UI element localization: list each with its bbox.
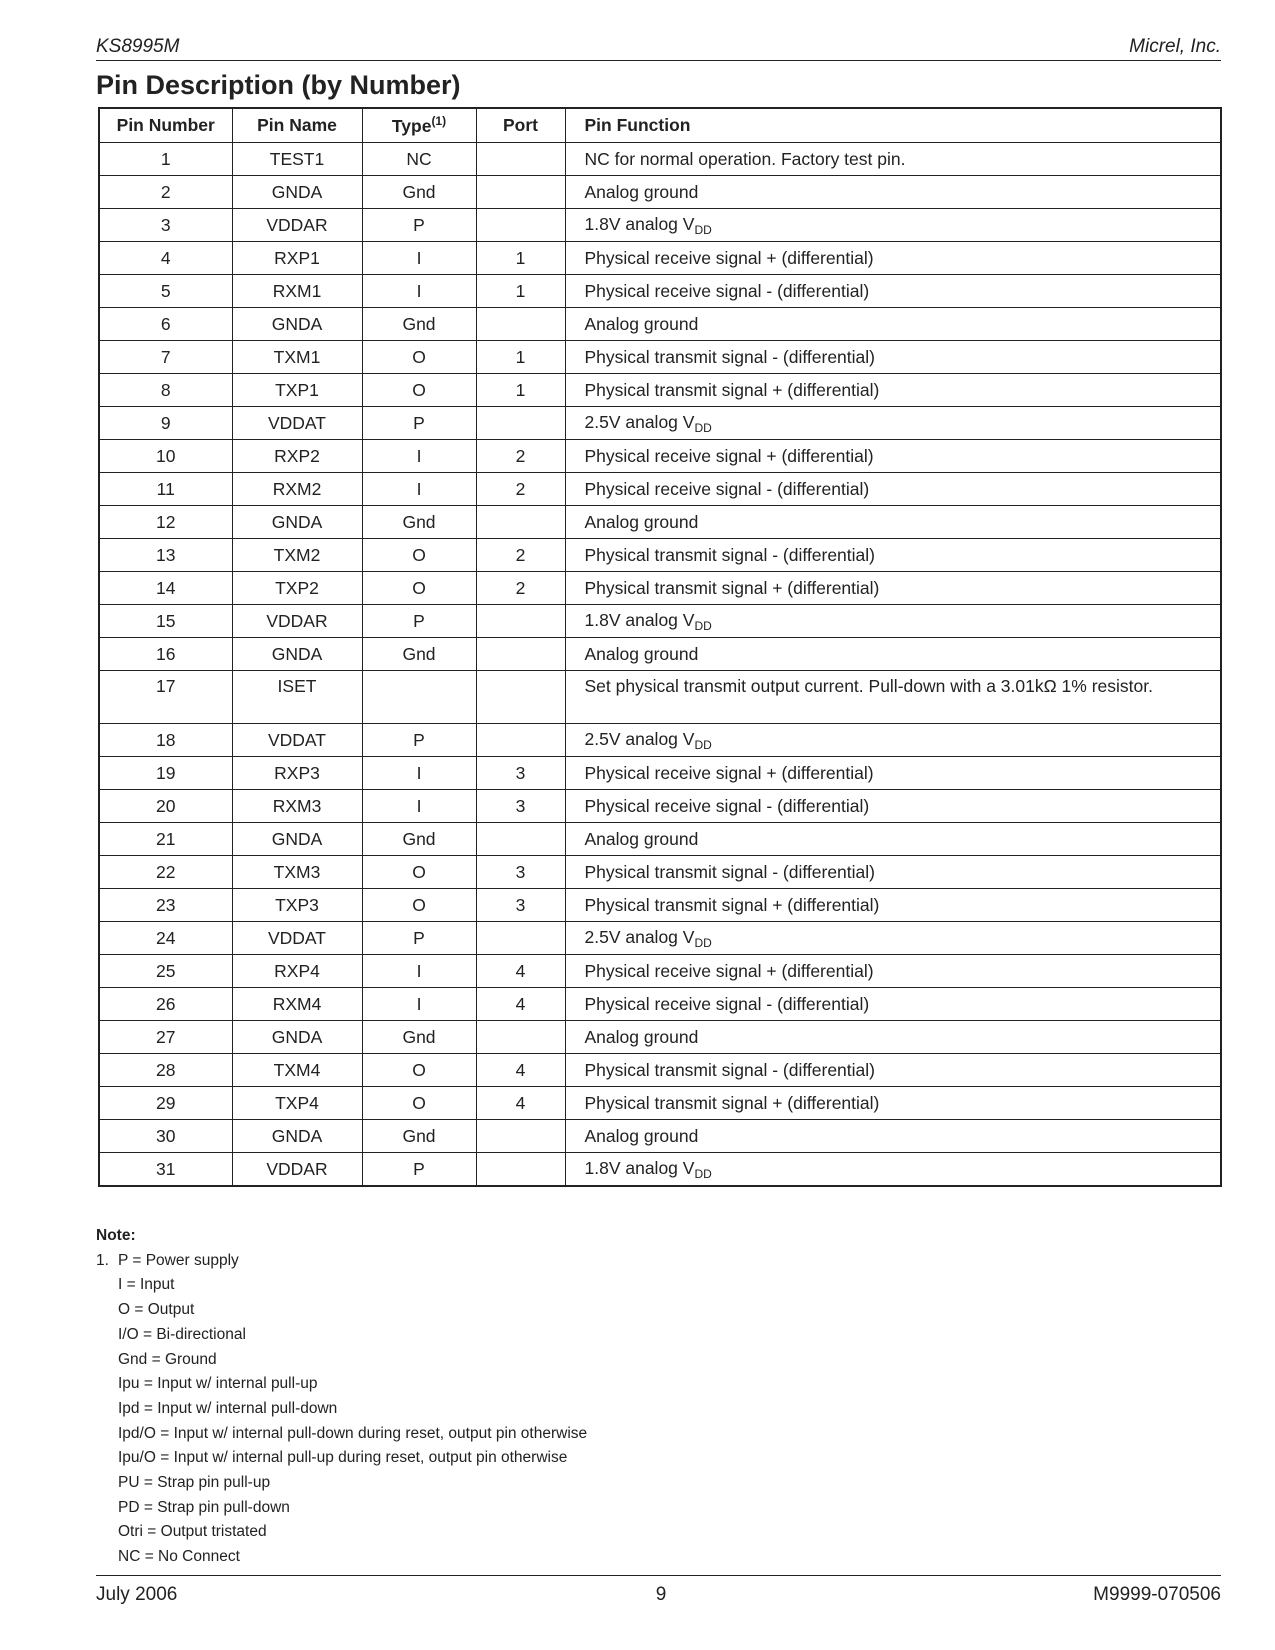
pin-type-cell: P [362, 922, 476, 955]
pin-name-cell: RXP2 [232, 440, 362, 473]
pin-number-cell: 23 [99, 889, 232, 922]
pin-number-cell: 22 [99, 856, 232, 889]
note-item [96, 1249, 587, 1570]
pin-name-cell: TXM2 [232, 539, 362, 572]
note-line: Otri = Output tristated [118, 1523, 267, 1541]
table-row [99, 407, 1221, 440]
pin-port-cell: 2 [476, 572, 565, 605]
pin-port-cell [476, 506, 565, 539]
pin-number-cell: 13 [99, 539, 232, 572]
pin-number-cell: 29 [99, 1087, 232, 1120]
pin-function-text: Physical transmit signal + (differential) [584, 577, 880, 598]
pin-number-cell: 26 [99, 988, 232, 1021]
pin-function-cell [565, 275, 1221, 308]
pin-function-text: Physical receive signal + (differential) [584, 445, 874, 466]
pin-type-cell: P [362, 724, 476, 757]
pin-function-cell [565, 955, 1221, 988]
pin-function-cell [565, 1153, 1221, 1187]
pin-function-subscript: DD [694, 222, 712, 237]
pin-port-cell [476, 209, 565, 242]
table-row [99, 889, 1221, 922]
table-row [99, 1087, 1221, 1120]
pin-function-cell [565, 1120, 1221, 1153]
header-company: Micrel, Inc. [1129, 36, 1221, 57]
pin-port-cell [476, 823, 565, 856]
pin-function-cell [565, 209, 1221, 242]
pin-port-cell: 4 [476, 988, 565, 1021]
pin-function-cell [565, 671, 1221, 724]
table-row [99, 374, 1221, 407]
pin-function-text: 2.5V analog V [584, 411, 695, 432]
note-line: Ipd/O = Input w/ internal pull-down during reset, output pin otherwise [118, 1424, 588, 1442]
pin-function-cell [565, 757, 1221, 790]
pin-port-cell: 4 [476, 955, 565, 988]
pin-number-cell: 15 [99, 605, 232, 638]
pin-type-cell: Gnd [362, 308, 476, 341]
pin-type-cell: Gnd [362, 1021, 476, 1054]
pin-function-text: Analog ground [584, 643, 699, 664]
pin-number-cell: 6 [99, 308, 232, 341]
pin-function-cell [565, 605, 1221, 638]
note-number: 1. [96, 1251, 109, 1269]
pin-number-cell: 30 [99, 1120, 232, 1153]
pin-function-text: Set physical transmit output current. Pull-down with a 3.01kΩ 1% resistor. [584, 676, 1153, 696]
pin-type-cell: I [362, 242, 476, 275]
pin-function-cell [565, 176, 1221, 209]
pin-function-text: Physical receive signal - (differential) [584, 993, 870, 1014]
pin-type-cell: P [362, 407, 476, 440]
pin-number-cell: 7 [99, 341, 232, 374]
pin-function-text: Analog ground [584, 181, 699, 202]
pin-port-cell [476, 724, 565, 757]
pin-name-cell: GNDA [232, 308, 362, 341]
table-row [99, 1054, 1221, 1087]
note-heading: Note: [96, 1227, 136, 1244]
pin-number-cell: 19 [99, 757, 232, 790]
pin-number-cell: 31 [99, 1153, 232, 1187]
table-row [99, 638, 1221, 671]
pin-port-cell [476, 1120, 565, 1153]
pin-name-cell: VDDAT [232, 922, 362, 955]
pin-description-table [98, 107, 1222, 1187]
pin-port-cell [476, 308, 565, 341]
pin-function-subscript: DD [694, 1166, 712, 1181]
pin-function-cell [565, 440, 1221, 473]
pin-name-cell: GNDA [232, 1120, 362, 1153]
page-header [96, 34, 1221, 61]
note-line: PU = Strap pin pull-up [118, 1474, 271, 1492]
pin-function-subscript: DD [694, 935, 712, 950]
pin-name-cell: RXM4 [232, 988, 362, 1021]
pin-port-cell: 1 [476, 341, 565, 374]
pin-port-cell: 3 [476, 856, 565, 889]
pin-function-cell [565, 374, 1221, 407]
pin-function-text: 2.5V analog V [584, 926, 695, 947]
pin-name-cell: TXM4 [232, 1054, 362, 1087]
pin-number-cell: 5 [99, 275, 232, 308]
pin-name-cell: GNDA [232, 823, 362, 856]
header-port: Port [476, 108, 565, 143]
table-body [99, 143, 1221, 1187]
pin-port-cell [476, 407, 565, 440]
pin-name-cell: RXP4 [232, 955, 362, 988]
pin-number-cell: 12 [99, 506, 232, 539]
pin-number-cell: 3 [99, 209, 232, 242]
table-row [99, 790, 1221, 823]
pin-number-cell: 8 [99, 374, 232, 407]
pin-type-cell: I [362, 988, 476, 1021]
pin-port-cell [476, 638, 565, 671]
pin-function-cell [565, 724, 1221, 757]
pin-port-cell [476, 671, 565, 724]
pin-number-cell: 21 [99, 823, 232, 856]
pin-type-cell: I [362, 440, 476, 473]
note-line: P = Power supply [118, 1251, 239, 1269]
pin-function-text: Physical receive signal + (differential) [584, 960, 874, 981]
table-row [99, 823, 1221, 856]
pin-name-cell: ISET [232, 671, 362, 724]
pin-name-cell: RXP3 [232, 757, 362, 790]
pin-function-cell [565, 242, 1221, 275]
pin-function-cell [565, 308, 1221, 341]
header-type-footnote: (1) [431, 114, 447, 129]
footer-page-number: 9 [655, 1584, 667, 1605]
pin-name-cell: TXP3 [232, 889, 362, 922]
table-row [99, 341, 1221, 374]
header-pin-function: Pin Function [565, 108, 1221, 143]
pin-type-cell: O [362, 1087, 476, 1120]
note-line: NC = No Connect [118, 1548, 240, 1566]
pin-number-cell: 2 [99, 176, 232, 209]
pin-type-cell: Gnd [362, 1120, 476, 1153]
pin-function-cell [565, 1054, 1221, 1087]
pin-port-cell: 2 [476, 473, 565, 506]
pin-port-cell [476, 605, 565, 638]
table-row [99, 605, 1221, 638]
note-lines [118, 1249, 587, 1570]
pin-name-cell: VDDAR [232, 209, 362, 242]
pin-name-cell: VDDAT [232, 407, 362, 440]
table-row [99, 539, 1221, 572]
pin-function-text: 1.8V analog V [584, 213, 695, 234]
table-row [99, 1153, 1221, 1187]
pin-type-cell: P [362, 209, 476, 242]
pin-function-cell [565, 1021, 1221, 1054]
pin-type-cell: O [362, 856, 476, 889]
pin-type-cell: P [362, 1153, 476, 1187]
pin-port-cell: 3 [476, 889, 565, 922]
pin-function-cell [565, 407, 1221, 440]
pin-number-cell: 1 [99, 143, 232, 176]
table-row [99, 757, 1221, 790]
pin-type-cell: Gnd [362, 823, 476, 856]
pin-function-cell [565, 638, 1221, 671]
pin-function-text: Analog ground [584, 1026, 699, 1047]
pin-name-cell: RXM2 [232, 473, 362, 506]
pin-function-text: Physical transmit signal - (differential) [584, 346, 875, 367]
pin-function-subscript: DD [694, 737, 712, 752]
header-type [362, 108, 476, 143]
pin-type-cell: I [362, 757, 476, 790]
pin-type-cell: Gnd [362, 506, 476, 539]
pin-port-cell [476, 922, 565, 955]
pin-port-cell: 3 [476, 757, 565, 790]
pin-function-cell [565, 539, 1221, 572]
pin-type-cell: O [362, 341, 476, 374]
page-title: Pin Description (by Number) [96, 70, 461, 100]
pin-name-cell: TXM1 [232, 341, 362, 374]
pin-number-cell: 9 [99, 407, 232, 440]
table-row [99, 572, 1221, 605]
pin-name-cell: VDDAR [232, 1153, 362, 1187]
pin-port-cell [476, 176, 565, 209]
pin-function-text: 2.5V analog V [584, 728, 695, 749]
table-row [99, 176, 1221, 209]
pin-name-cell: RXP1 [232, 242, 362, 275]
table-row [99, 1120, 1221, 1153]
table-row [99, 143, 1221, 176]
table-row [99, 440, 1221, 473]
pin-name-cell: GNDA [232, 506, 362, 539]
pin-function-text: Physical receive signal - (differential) [584, 478, 870, 499]
pin-function-cell [565, 341, 1221, 374]
pin-number-cell: 10 [99, 440, 232, 473]
pin-number-cell: 25 [99, 955, 232, 988]
note-line: Ipd = Input w/ internal pull-down [118, 1399, 338, 1417]
pin-function-cell [565, 856, 1221, 889]
note-section [96, 1224, 587, 1570]
pin-function-cell [565, 922, 1221, 955]
pin-type-cell: NC [362, 143, 476, 176]
pin-function-subscript: DD [694, 420, 712, 435]
note-line: PD = Strap pin pull-down [118, 1498, 290, 1516]
pin-port-cell: 1 [476, 374, 565, 407]
pin-function-text: Analog ground [584, 511, 699, 532]
header-pin-name: Pin Name [232, 108, 362, 143]
pin-name-cell: TXP2 [232, 572, 362, 605]
pin-type-cell: Gnd [362, 176, 476, 209]
table-row [99, 922, 1221, 955]
pin-function-text: Analog ground [584, 828, 699, 849]
pin-name-cell: TXP1 [232, 374, 362, 407]
pin-function-cell [565, 572, 1221, 605]
pin-number-cell: 27 [99, 1021, 232, 1054]
pin-port-cell: 3 [476, 790, 565, 823]
pin-function-text: Physical transmit signal - (differential) [584, 861, 875, 882]
pin-port-cell [476, 1021, 565, 1054]
pin-function-cell [565, 823, 1221, 856]
pin-type-cell: I [362, 955, 476, 988]
pin-function-cell [565, 790, 1221, 823]
pin-type-cell: O [362, 889, 476, 922]
pin-port-cell: 4 [476, 1054, 565, 1087]
pin-function-text: 1.8V analog V [584, 609, 695, 630]
table-row [99, 1021, 1221, 1054]
pin-function-cell [565, 143, 1221, 176]
note-line: O = Output [118, 1301, 195, 1319]
pin-name-cell: GNDA [232, 638, 362, 671]
table-row [99, 988, 1221, 1021]
pin-number-cell: 14 [99, 572, 232, 605]
note-line: Ipu/O = Input w/ internal pull-up during reset, output pin otherwise [118, 1449, 568, 1467]
page-footer [96, 1575, 1221, 1605]
table-row [99, 275, 1221, 308]
pin-type-cell: O [362, 539, 476, 572]
pin-port-cell: 1 [476, 242, 565, 275]
header-part-number: KS8995M [96, 36, 180, 57]
pin-function-text: Physical transmit signal - (differential) [584, 1059, 875, 1080]
table-row [99, 671, 1221, 724]
pin-type-cell: O [362, 572, 476, 605]
pin-function-text: Analog ground [584, 313, 699, 334]
pin-type-cell [362, 671, 476, 724]
pin-name-cell: VDDAT [232, 724, 362, 757]
pin-function-text: Physical transmit signal - (differential) [584, 544, 875, 565]
pin-type-cell: O [362, 374, 476, 407]
pin-number-cell: 16 [99, 638, 232, 671]
header-type-label: Type [391, 115, 432, 136]
pin-function-text: Analog ground [584, 1125, 699, 1146]
pin-function-cell [565, 1087, 1221, 1120]
note-line: I = Input [118, 1276, 175, 1294]
pin-function-cell [565, 889, 1221, 922]
pin-number-cell: 17 [99, 671, 232, 724]
pin-type-cell: O [362, 1054, 476, 1087]
table-row [99, 308, 1221, 341]
pin-function-text: Physical receive signal - (differential) [584, 280, 870, 301]
pin-port-cell [476, 143, 565, 176]
pin-port-cell: 1 [476, 275, 565, 308]
pin-function-text: Physical transmit signal + (differential) [584, 379, 880, 400]
table-row [99, 724, 1221, 757]
header-pin-number: Pin Number [99, 108, 232, 143]
pin-function-text: Physical receive signal - (differential) [584, 795, 870, 816]
note-line: I/O = Bi-directional [118, 1325, 246, 1343]
pin-function-text: Physical receive signal + (differential) [584, 762, 874, 783]
pin-type-cell: Gnd [362, 638, 476, 671]
pin-type-cell: I [362, 275, 476, 308]
pin-name-cell: RXM3 [232, 790, 362, 823]
pin-function-cell [565, 988, 1221, 1021]
pin-name-cell: GNDA [232, 176, 362, 209]
pin-function-text: Physical receive signal + (differential) [584, 247, 874, 268]
pin-function-text: NC for normal operation. Factory test pin. [584, 148, 906, 169]
table-header-row [99, 108, 1221, 143]
pin-port-cell [476, 1153, 565, 1187]
pin-function-text: Physical transmit signal + (differential) [584, 1092, 880, 1113]
pin-number-cell: 20 [99, 790, 232, 823]
pin-type-cell: P [362, 605, 476, 638]
footer-date: July 2006 [96, 1584, 178, 1605]
pin-number-cell: 11 [99, 473, 232, 506]
table-row [99, 209, 1221, 242]
pin-function-subscript: DD [694, 618, 712, 633]
pin-number-cell: 28 [99, 1054, 232, 1087]
pin-name-cell: VDDAR [232, 605, 362, 638]
table-row [99, 955, 1221, 988]
pin-port-cell: 2 [476, 539, 565, 572]
pin-type-cell: I [362, 473, 476, 506]
pin-name-cell: GNDA [232, 1021, 362, 1054]
table-row [99, 242, 1221, 275]
pin-name-cell: TXP4 [232, 1087, 362, 1120]
pin-name-cell: TXM3 [232, 856, 362, 889]
pin-function-cell [565, 506, 1221, 539]
note-line: Ipu = Input w/ internal pull-up [118, 1375, 318, 1393]
pin-port-cell: 2 [476, 440, 565, 473]
pin-function-text: Physical transmit signal + (differential) [584, 894, 880, 915]
pin-function-text: 1.8V analog V [584, 1157, 695, 1178]
pin-function-cell [565, 473, 1221, 506]
footer-doc-id: M9999-070506 [1093, 1584, 1221, 1605]
pin-name-cell: RXM1 [232, 275, 362, 308]
pin-number-cell: 24 [99, 922, 232, 955]
table-row [99, 473, 1221, 506]
pin-number-cell: 4 [99, 242, 232, 275]
table-row [99, 856, 1221, 889]
pin-type-cell: I [362, 790, 476, 823]
pin-port-cell: 4 [476, 1087, 565, 1120]
table-row [99, 506, 1221, 539]
note-line: Gnd = Ground [118, 1350, 217, 1368]
pin-number-cell: 18 [99, 724, 232, 757]
pin-name-cell: TEST1 [232, 143, 362, 176]
